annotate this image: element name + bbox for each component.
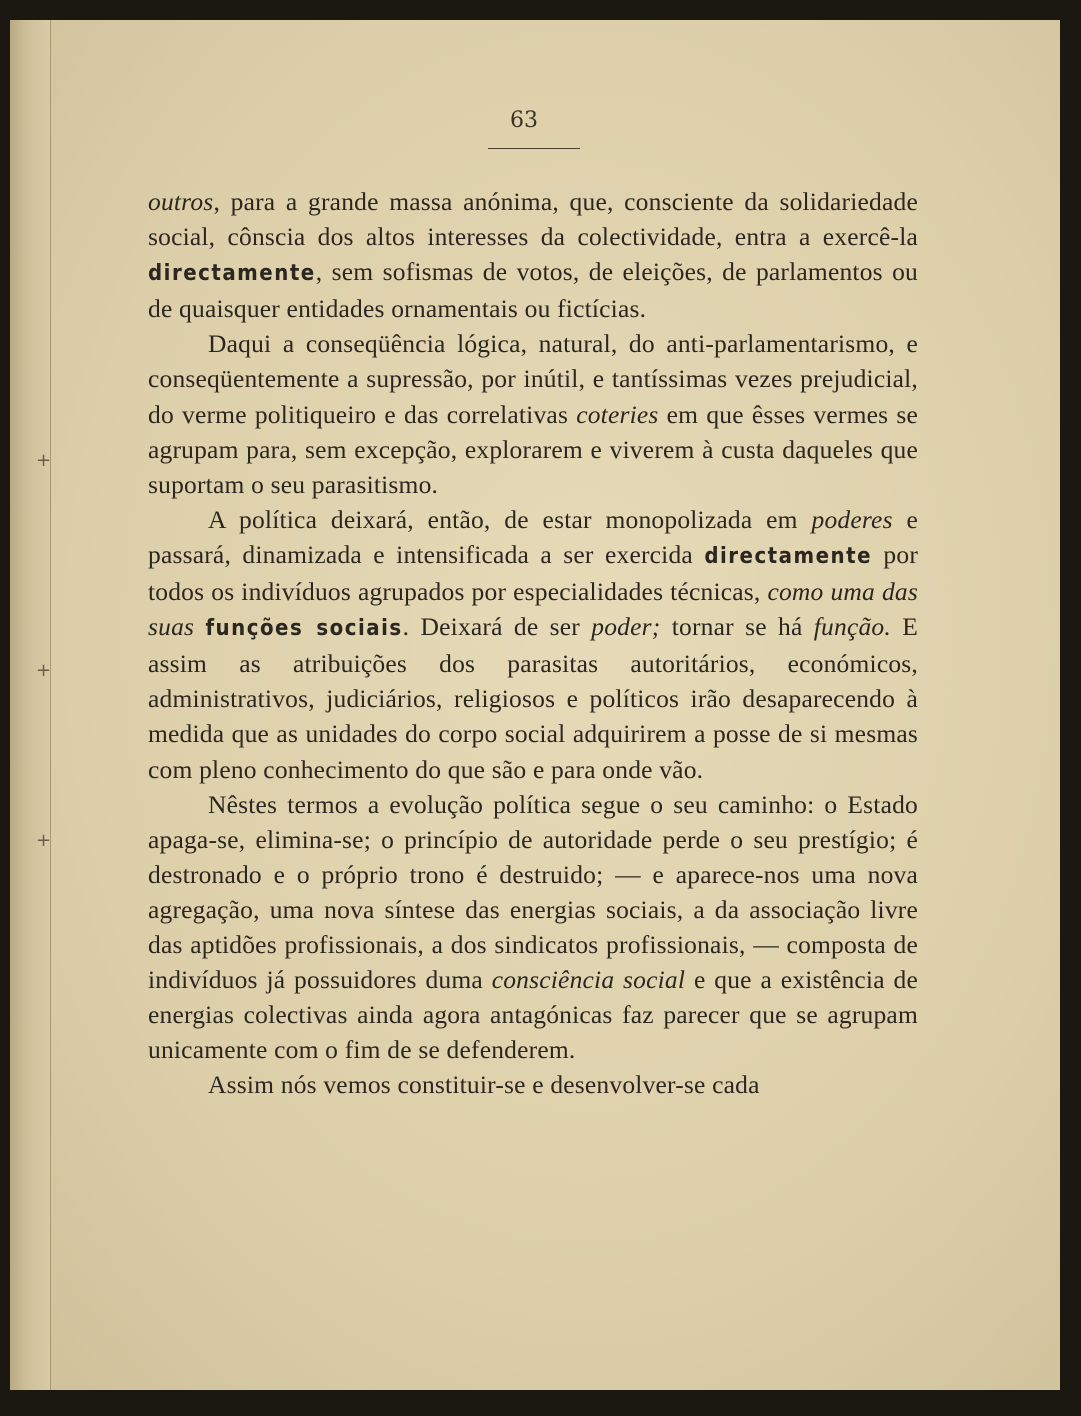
text-run: em que êsses vermes se agrupam para, sem excepção, explorarem e viverem à custa daqueles que suportam o seu parasitismo.: [148, 399, 919, 499]
margin-mark: +: [36, 450, 52, 471]
italic-text: poder;: [591, 612, 661, 642]
text-run: Nêstes termos a evolução política segue o seu caminho: o Estado apaga-se, elimina-se; o princípio de autoridade perde o seu prestígio; é destronado e o próprio trono é destruido; — e aparece-nos uma nova agregação, uma nova síntese das energias sociais, a da associação livre das aptidões profissionais, a dos sindicatos profissionais, — composta de indivíduos já possuidores duma: [148, 789, 918, 995]
text-run: . Deixará de ser: [402, 612, 592, 642]
text-run: tornar se há: [660, 612, 814, 642]
text-run: por todos os indivíduos agrupados por especialidades técnicas,: [148, 539, 919, 607]
paragraph: [148, 326, 918, 501]
italic-text: coteries: [576, 399, 659, 429]
text-run: [194, 612, 205, 641]
text-run: Daqui a conseqüência lógica, natural, do anti-parlamentarismo, e conseqüentemente a supressão, por inútil, e tantíssimas vezes prejudicial, do verme politiqueiro e das correlativas: [148, 329, 918, 429]
paragraph: [148, 787, 918, 1068]
margin-mark: +: [36, 660, 52, 681]
italic-text: função.: [813, 612, 891, 642]
emphasis-text: directamente: [704, 543, 873, 569]
italic-text: como uma das suas: [148, 577, 918, 642]
text-run: e que a existência de energias colectivas ainda agora antagónicas faz parecer que se agrupam unicamente com o fim de se defenderem.: [148, 965, 918, 1065]
italic-text: consciência social: [491, 965, 686, 995]
text-run: Assim nós vemos constituir-se e desenvolver-se cada: [208, 1070, 760, 1100]
text-run: , sem sofismas de votos, de eleições, de parlamentos ou de quaisquer entidades ornamentais ou fictícias.: [148, 257, 918, 324]
body-text: [148, 184, 918, 1102]
paragraph: [148, 1067, 918, 1102]
italic-text: outros: [148, 187, 214, 216]
paragraph: [148, 184, 918, 326]
emphasis-text: funções sociais: [205, 616, 403, 642]
paragraph: [148, 502, 918, 787]
text-run: E assim as atribuições dos parasitas autoritários, económicos, administrativos, judiciários, religiosos e políticos irão desaparecendo à medida que as unidades do corpo social adquirirem a posse de si mesmas com pleno conhecimento do que são e para onde vão.: [148, 612, 919, 784]
text-run: e passará, dinamizada e intensificada a ser exercida: [148, 504, 919, 569]
text-run: A política deixará, então, de estar monopolizada em: [208, 504, 812, 534]
emphasis-text: directamente: [148, 261, 316, 287]
margin-mark: +: [36, 830, 52, 851]
book-page: [10, 20, 1060, 1390]
italic-text: poderes: [811, 504, 893, 534]
page-gutter: [10, 20, 51, 1390]
text-run: , para a grande massa anónima, que, consciente da solidariedade social, cônscia dos altos interesses da colectividade, entra a exercê-la: [148, 187, 918, 252]
page-number: 63: [510, 108, 538, 133]
header-rule: [488, 148, 580, 149]
